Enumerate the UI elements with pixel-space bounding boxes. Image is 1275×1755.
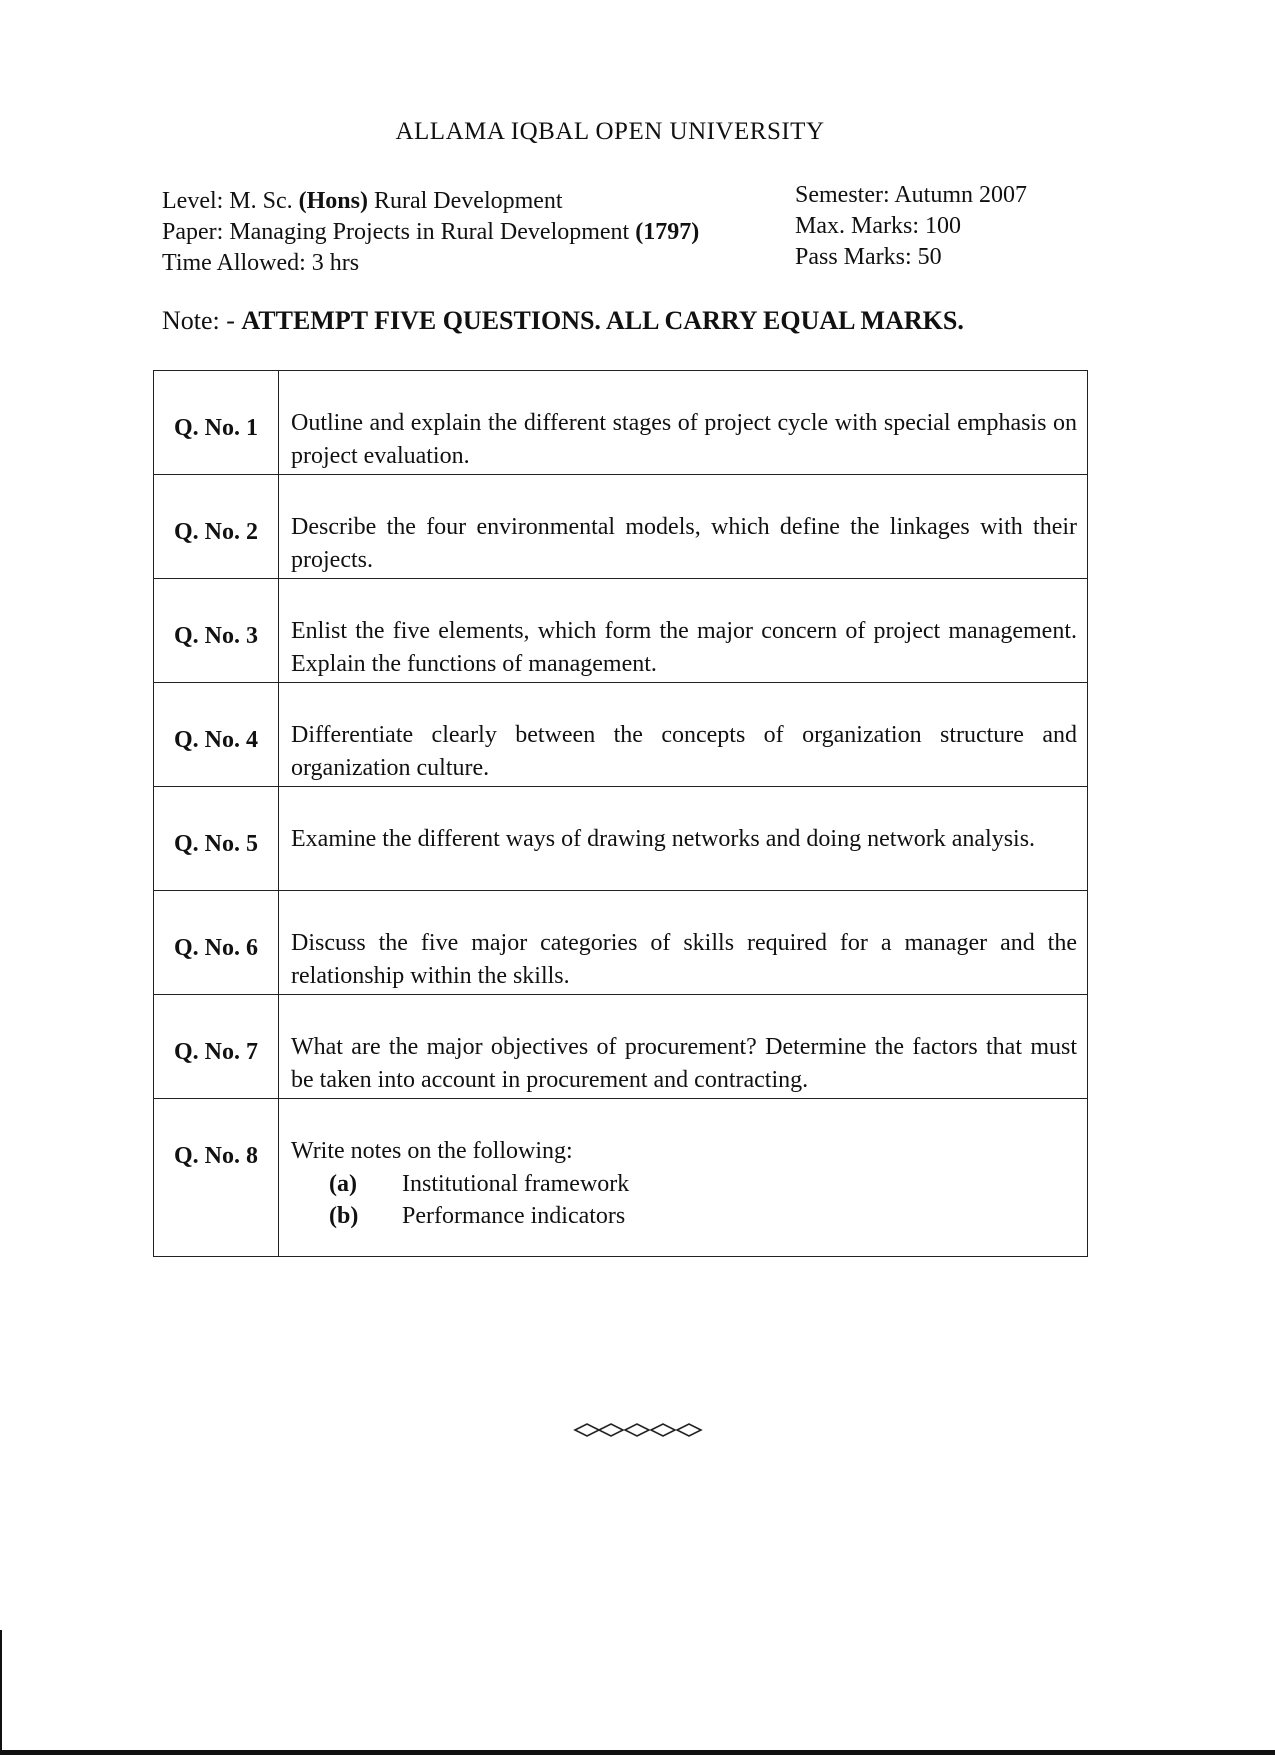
- exam-marks-info: [795, 180, 1027, 273]
- question-row: [154, 891, 1088, 995]
- level-line: [162, 186, 699, 217]
- paper-details: [162, 186, 699, 279]
- paper-line: [162, 217, 699, 248]
- question-number: Q. No. 6: [154, 891, 279, 995]
- question-number: Q. No. 4: [154, 683, 279, 787]
- university-name: ALLAMA IQBAL OPEN UNIVERSITY: [395, 118, 825, 145]
- sub-question-text: Performance indicators: [402, 1203, 626, 1229]
- time-allowed: Time Allowed: 3 hrs: [162, 250, 360, 276]
- question-row: [154, 371, 1088, 475]
- question-row: [154, 787, 1088, 891]
- question-text: Write notes on the following:: [291, 1138, 573, 1164]
- question-text: What are the major objectives of procurement? Determine the factors that must be taken into account in procurement and contracting.: [279, 995, 1088, 1099]
- sub-question-text: Institutional framework: [402, 1171, 630, 1197]
- question-text: Discuss the five major categories of skills required for a manager and the relationship within the skills.: [279, 891, 1088, 995]
- question-text: Examine the different ways of drawing networks and doing network analysis.: [279, 787, 1088, 891]
- paper-title: Paper: Managing Projects in Rural Development: [162, 219, 636, 245]
- level-hons: (Hons): [298, 188, 368, 214]
- sub-question-list: [291, 1168, 1077, 1232]
- scan-edge-line: [0, 1630, 2, 1755]
- question-number: Q. No. 3: [154, 579, 279, 683]
- question-row: [154, 579, 1088, 683]
- question-text: Describe the four environmental models, which define the linkages with their projects.: [279, 475, 1088, 579]
- level-program: Rural Development: [367, 188, 563, 214]
- sub-question-marker: (a): [329, 1171, 357, 1197]
- sub-question-item: [329, 1200, 1077, 1232]
- question-row: [154, 995, 1088, 1099]
- question-number: Q. No. 2: [154, 475, 279, 579]
- pass-marks: Pass Marks: 50: [795, 244, 942, 270]
- scan-bottom-edge: [0, 1750, 1275, 1755]
- question-text: Differentiate clearly between the concepts of organization structure and organization culture.: [279, 683, 1088, 787]
- note-prefix: Note: -: [162, 306, 242, 335]
- question-text: Outline and explain the different stages of project cycle with special emphasis on project evaluation.: [279, 371, 1088, 475]
- level-label: Level: M. Sc.: [162, 188, 299, 214]
- question-row: [154, 1099, 1088, 1257]
- sub-question-item: [329, 1168, 1077, 1200]
- max-marks: Max. Marks: 100: [795, 213, 961, 239]
- diamond-chain-icon: [573, 1420, 703, 1440]
- end-of-paper-ornament: [0, 1420, 1275, 1445]
- question-row: [154, 475, 1088, 579]
- question-number: Q. No. 5: [154, 787, 279, 891]
- sub-question-marker: (b): [329, 1203, 359, 1229]
- semester: Semester: Autumn 2007: [795, 182, 1027, 208]
- question-cell: [279, 1099, 1088, 1257]
- question-row: [154, 683, 1088, 787]
- question-number: Q. No. 7: [154, 995, 279, 1099]
- question-number: Q. No. 8: [154, 1099, 279, 1257]
- paper-code: (1797): [635, 219, 700, 245]
- questions-table: [153, 370, 1088, 1257]
- instructions-note: [162, 306, 964, 336]
- question-text: Enlist the five elements, which form the major concern of project management. Explain the functions of management.: [279, 579, 1088, 683]
- question-number: Q. No. 1: [154, 371, 279, 475]
- note-instruction: ATTEMPT FIVE QUESTIONS. ALL CARRY EQUAL MARKS.: [241, 306, 964, 335]
